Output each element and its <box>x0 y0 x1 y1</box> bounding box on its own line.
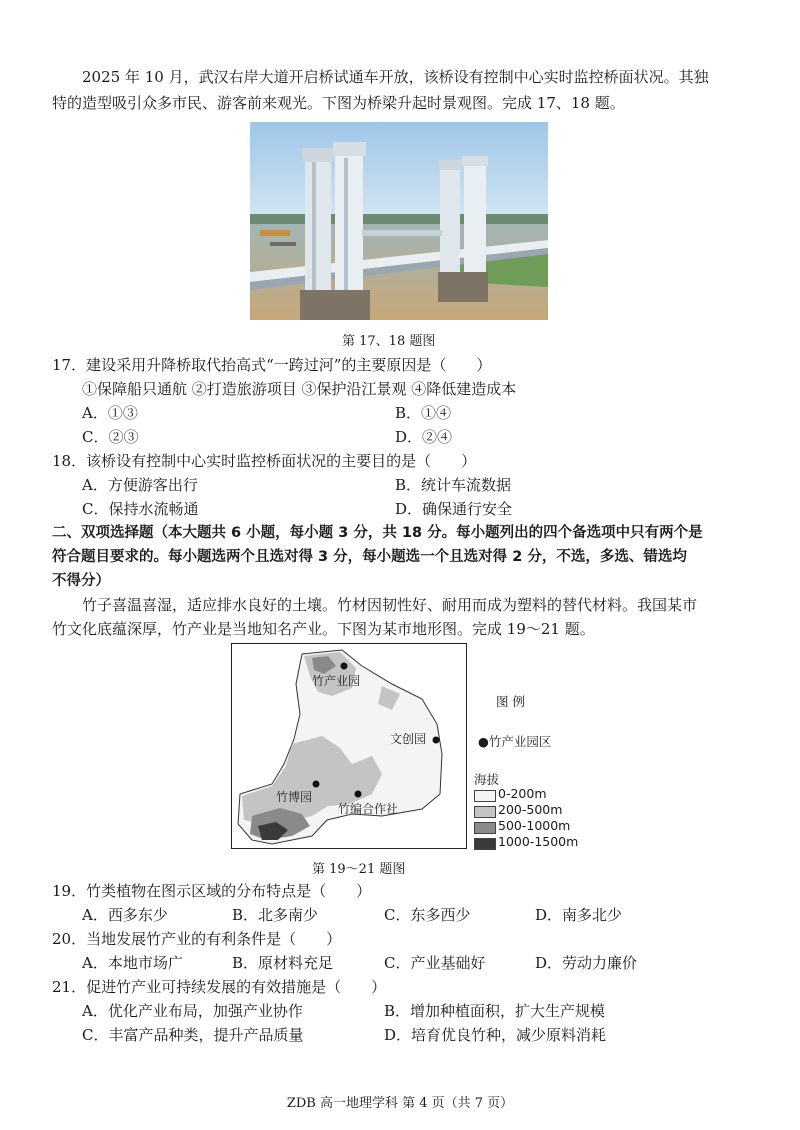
legend-band-0: 0-200m <box>498 786 547 801</box>
legend-swatch-3 <box>474 838 496 850</box>
q17-option-a: A．①③ <box>82 404 138 422</box>
q19-option-a: A．西多东少 <box>82 906 168 924</box>
legend-swatch-2 <box>474 822 496 834</box>
q20-option-d: D．劳动力廉价 <box>535 954 638 972</box>
q21-option-a: A．优化产业布局，加强产业协作 <box>82 1002 303 1020</box>
q18-option-c: C．保持水流畅通 <box>82 500 199 518</box>
q19-option-b: B．北多南少 <box>232 906 319 924</box>
q18-option-b: B．统计车流数据 <box>395 476 512 494</box>
page-footer: ZDB 高一地理学科 第 4 页（共 7 页） <box>286 1096 514 1111</box>
q17-stem: 17．建设采用升降桥取代抬高式“一跨过河”的主要原因是（ ） <box>52 356 492 374</box>
q19-option-d: D．南多北少 <box>535 906 623 924</box>
q20-option-a: A．本地市场广 <box>82 954 183 972</box>
q17-option-c: C．②③ <box>82 428 139 446</box>
map-label-wenchuang: 文创园 <box>390 732 427 746</box>
section2-line3: 不得分） <box>52 573 110 589</box>
legend-swatch-1 <box>474 806 496 818</box>
legend-title: 图 例 <box>496 694 525 709</box>
map-label-hezuoshe: 竹编合作社 <box>338 802 399 816</box>
q17-option-d: D．②④ <box>395 428 453 446</box>
elevation-title: 海拔 <box>474 772 500 787</box>
q19-stem: 19．竹类植物在图示区域的分布特点是（ ） <box>52 882 372 900</box>
q21-option-b: B．增加种植面积，扩大生产规模 <box>384 1002 606 1020</box>
map-label-bowuyuan: 竹博园 <box>276 790 313 804</box>
legend-band-3: 1000-1500m <box>498 834 579 849</box>
photo-caption: 第 17、18 题图 <box>342 334 436 349</box>
q18-stem: 18．该桥设有控制中心实时监控桥面状况的主要目的是（ ） <box>52 452 477 470</box>
q17-items: ①保障船只通航 ②打造旅游项目 ③保护沿江景观 ④降低建造成本 <box>82 380 517 398</box>
q17-option-b: B．①④ <box>395 404 452 422</box>
bridge-photo <box>250 122 548 320</box>
legend-point-label: 竹产业园区 <box>488 734 552 749</box>
q18-option-d: D．确保通行安全 <box>395 500 513 518</box>
section2-line2: 符合题目要求的。每小题选两个且选对得 3 分，每小题选一个且选对得 2 分，不选，多选、错选均 <box>52 549 687 565</box>
section2-line1: 二、双项选择题（本大题共 6 小题，每小题 3 分，共 18 分。每小题列出的四个备选项中只有两个是 <box>52 525 703 541</box>
q19-option-c: C．东多西少 <box>384 906 471 924</box>
intro2-line1: 竹子喜温喜湿，适应排水良好的土壤。竹材因韧性好、耐用而成为塑料的替代材料。我国某市 <box>82 596 698 614</box>
legend-band-1: 200-500m <box>498 802 563 817</box>
q21-option-d: D．培育优良竹种，减少原料消耗 <box>384 1026 607 1044</box>
legend-swatch-0 <box>474 790 496 802</box>
q18-option-a: A．方便游客出行 <box>82 476 198 494</box>
map-label-park: 竹产业园 <box>312 674 361 688</box>
map-caption: 第 19～21 题图 <box>312 862 406 877</box>
q21-stem: 21．促进竹产业可持续发展的有效措施是（ ） <box>52 978 387 996</box>
q21-option-c: C．丰富产品种类，提升产品质量 <box>82 1026 304 1044</box>
intro2-line2: 竹文化底蕴深厚，竹产业是当地知名产业。下图为某市地形图。完成 19～21 题。 <box>52 620 595 638</box>
terrain-map <box>231 643 467 849</box>
intro1-line1: 2025 年 10 月，武汉右岸大道开启桥试通车开放，该桥设有控制中心实时监控桥面状况。其独 <box>82 68 709 86</box>
legend-dot-icon: ● <box>478 734 489 749</box>
q20-option-b: B．原材料充足 <box>232 954 334 972</box>
legend-band-2: 500-1000m <box>498 818 571 833</box>
q20-stem: 20．当地发展竹产业的有利条件是（ ） <box>52 930 342 948</box>
intro1-line2: 特的造型吸引众多市民、游客前来观光。下图为桥梁升起时景观图。完成 17、18 题。 <box>52 94 625 112</box>
q20-option-c: C．产业基础好 <box>384 954 486 972</box>
legend-point <box>478 732 551 750</box>
